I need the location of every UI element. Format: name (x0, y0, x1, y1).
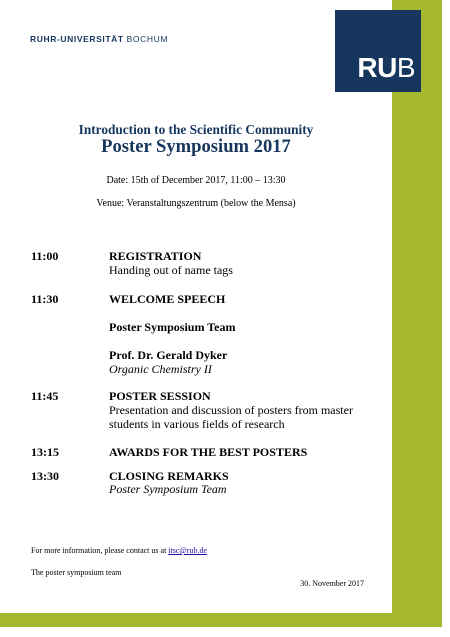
schedule-time: 13:15 (31, 445, 59, 459)
green-side-bar (392, 0, 442, 627)
schedule-heading: POSTER SESSION (109, 389, 211, 403)
schedule-time: 11:30 (31, 292, 59, 306)
contact-info (31, 546, 207, 555)
event-venue: Venue: Veranstaltungszentrum (below the Mensa) (96, 198, 296, 209)
event-title: Poster Symposium 2017 (101, 136, 291, 157)
event-date: Date: 15th of December 2017, 11:00 – 13:30 (106, 175, 286, 186)
document-date: 30. November 2017 (300, 579, 364, 588)
schedule-heading: AWARDS FOR THE BEST POSTERS (109, 445, 308, 459)
schedule-detail: Poster Symposium Team (109, 482, 227, 496)
schedule-heading: WELCOME SPEECH (109, 292, 226, 306)
contact-email-link[interactable]: itsc@rub.de (168, 546, 207, 555)
rub-logo-text (357, 52, 415, 84)
page-edge (0, 627, 450, 637)
schedule-time: 13:30 (31, 469, 59, 483)
schedule-heading: CLOSING REMARKS (109, 469, 229, 483)
schedule-speaker: Poster Symposium Team (109, 320, 236, 334)
schedule-speaker: Prof. Dr. Gerald Dyker (109, 348, 228, 362)
schedule-detail: students in various fields of research (109, 417, 285, 431)
university-name-bold: RUHR-UNIVERSITÄT (30, 34, 124, 44)
schedule-speaker-affiliation: Organic Chemistry II (109, 362, 212, 376)
logo-ru: RU (357, 52, 397, 83)
schedule-time: 11:00 (31, 249, 59, 263)
schedule-heading: REGISTRATION (109, 249, 202, 263)
event-subtitle: Introduction to the Scientific Community (78, 122, 314, 137)
university-name (30, 34, 168, 44)
signature: The poster symposium team (31, 568, 122, 577)
schedule-detail: Handing out of name tags (109, 263, 233, 277)
schedule-detail: Presentation and discussion of posters from master (109, 403, 353, 417)
schedule-time: 11:45 (31, 389, 59, 403)
logo-b: B (396, 52, 415, 83)
contact-info-text: For more information, please contact us at (31, 546, 169, 555)
university-name-city: BOCHUM (126, 34, 169, 44)
green-bottom-bar (0, 613, 442, 627)
rub-logo (335, 10, 421, 92)
